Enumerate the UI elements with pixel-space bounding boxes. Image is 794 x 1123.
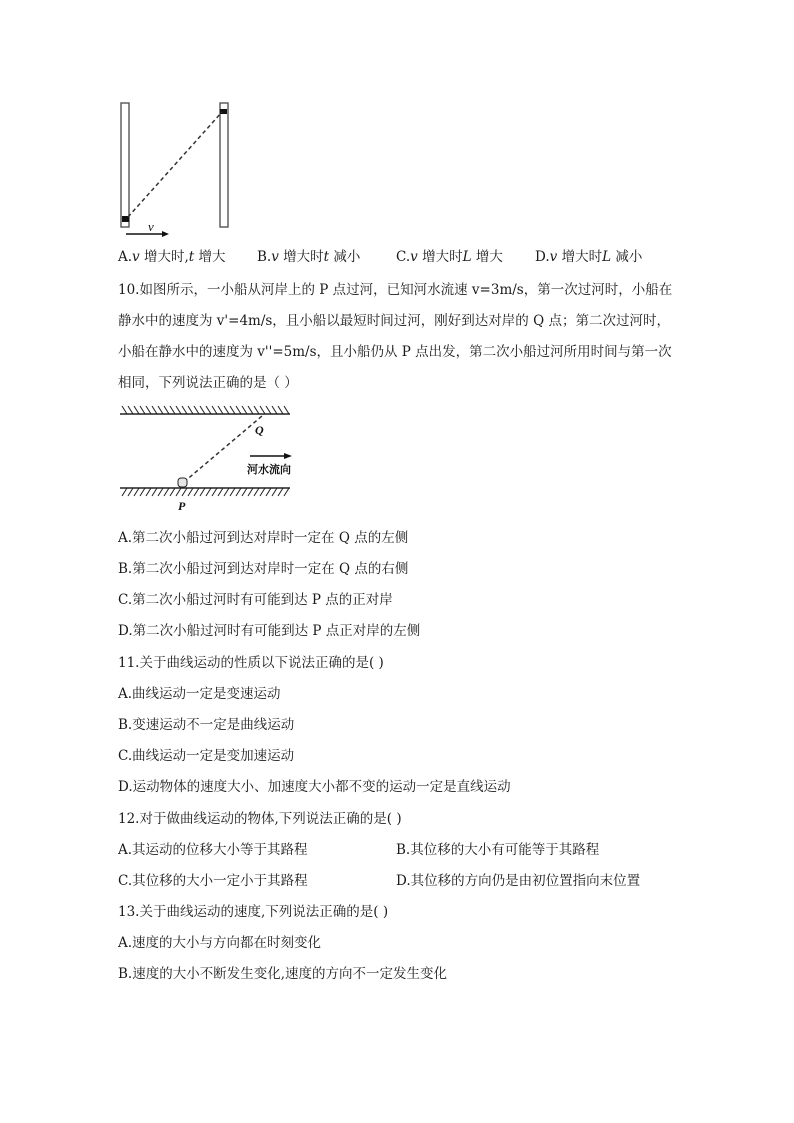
hatch-mark [140, 406, 145, 414]
option-letter: C. [396, 249, 411, 265]
hatch-mark [164, 406, 169, 414]
option-var: v [410, 249, 418, 265]
hatch-mark [152, 406, 157, 414]
option-text: 增大时 [422, 249, 463, 265]
q13-option-b: B.速度的大小不断发生变化,速度的方向不一定发生变化 [118, 966, 448, 982]
hatch-mark [248, 488, 253, 496]
end-marker [220, 109, 227, 114]
q9-option-a [118, 247, 226, 267]
hatch-mark [278, 488, 283, 496]
option-var: t [323, 249, 330, 265]
river-crossing-figure-2 [112, 402, 302, 517]
hatch-mark [236, 488, 241, 496]
hatch-mark [176, 406, 181, 414]
hatch-mark [212, 488, 217, 496]
hatch-mark [200, 406, 205, 414]
hatch-mark [158, 406, 163, 414]
hatch-mark [224, 406, 229, 414]
q9-option-b [257, 247, 360, 267]
q11-option-a: A.曲线运动一定是变速运动 [118, 686, 281, 702]
far-bank-hatching [122, 406, 289, 414]
q11-option-d: D.运动物体的速度大小、加速度大小都不变的运动一定是直线运动 [118, 779, 511, 795]
q11-option-b: B.变速运动不一定是曲线运动 [118, 717, 295, 733]
hatch-mark [140, 488, 145, 496]
q12-option-c: C.其位移的大小一定小于其路程 [118, 873, 308, 889]
hatch-mark [236, 406, 241, 414]
option-text: 增大时, [143, 249, 189, 265]
hatch-mark [248, 406, 253, 414]
q10-option-a: A.第二次小船过河到达对岸时一定在 Q 点的左侧 [118, 530, 409, 546]
hatch-mark [194, 488, 199, 496]
hatch-mark [206, 488, 211, 496]
q12-option-b: B.其位移的大小有可能等于其路程 [396, 842, 600, 858]
q10-option-c: C.第二次小船过河时有可能到达 P 点的正对岸 [118, 592, 393, 608]
near-bank-hatching [122, 488, 289, 496]
hatch-mark [254, 406, 259, 414]
hatch-mark [188, 406, 193, 414]
option-var: v [549, 249, 558, 265]
hatch-mark [134, 406, 139, 414]
hatch-mark [122, 406, 127, 414]
hatch-mark [278, 406, 283, 414]
right-bank-pillar [220, 103, 228, 227]
option-text: 增大时 [283, 249, 324, 265]
option-var: L [462, 249, 472, 265]
hatch-mark [242, 406, 247, 414]
option-text: 减小 [333, 249, 361, 265]
option-text: 增大 [475, 249, 503, 265]
option-letter: D. [535, 249, 550, 265]
hatch-mark [182, 406, 187, 414]
hatch-mark [224, 488, 229, 496]
velocity-label: v [148, 219, 154, 234]
hatch-mark [170, 406, 175, 414]
hatch-mark [284, 488, 289, 496]
hatch-mark [206, 406, 211, 414]
option-var: L [602, 249, 612, 265]
crossing-path-dashed [128, 112, 222, 217]
point-p-label: P [178, 499, 186, 513]
option-letter: B. [257, 249, 272, 265]
hatch-mark [230, 488, 235, 496]
q10-stem-line-3: 小船在静水中的速度为 v''=5m/s，且小船仍从 P 点出发，第二次小船过河所用时间与第一次 [118, 344, 672, 360]
q10-option-b: B.第二次小船过河到达对岸时一定在 Q 点的右侧 [118, 561, 409, 577]
point-q-label: Q [255, 423, 264, 437]
hatch-mark [146, 488, 151, 496]
q10-option-d: D.第二次小船过河时有可能到达 P 点正对岸的左侧 [118, 623, 421, 639]
hatch-mark [260, 406, 265, 414]
hatch-mark [158, 488, 163, 496]
option-var: v [132, 249, 140, 265]
hatch-mark [176, 488, 181, 496]
hatch-mark [218, 488, 223, 496]
boat-icon [178, 478, 187, 487]
hatch-mark [266, 488, 271, 496]
option-text: 增大 [198, 249, 226, 265]
hatch-mark [200, 488, 205, 496]
q9-option-d [535, 247, 642, 267]
hatch-mark [146, 406, 151, 414]
hatch-mark [194, 406, 199, 414]
q13-option-a: A.速度的大小与方向都在时刻变化 [118, 935, 322, 951]
q10-stem-line-4: 相同，下列说法正确的是（ ） [118, 375, 298, 391]
q11-option-c: C.曲线运动一定是变加速运动 [118, 748, 295, 764]
q10-stem-line-1: 10.如图所示，一小船从河岸上的 P 点过河，已知河水流速 v=3m/s，第一次过河时，小船在 [118, 282, 673, 298]
hatch-mark [284, 406, 289, 414]
hatch-mark [212, 406, 217, 414]
option-letter: A. [118, 249, 133, 265]
river-crossing-figure-1 [112, 100, 242, 238]
hatch-mark [272, 488, 277, 496]
option-var: t [188, 249, 195, 265]
q12-option-d: D.其位移的方向仍是由初位置指向末位置 [396, 873, 641, 889]
hatch-mark [266, 406, 271, 414]
hatch-mark [218, 406, 223, 414]
hatch-mark [182, 488, 187, 496]
hatch-mark [272, 406, 277, 414]
option-var: v [271, 249, 279, 265]
hatch-mark [230, 406, 235, 414]
hatch-mark [164, 488, 169, 496]
left-bank-pillar [121, 103, 129, 227]
hatch-mark [254, 488, 259, 496]
q12-option-a: A.其运动的位移大小等于其路程 [118, 842, 308, 858]
q11-stem: 11.关于曲线运动的性质以下说法正确的是( ) [118, 655, 384, 671]
hatch-mark [242, 488, 247, 496]
flow-direction-label: 河水流向 [247, 463, 291, 476]
option-text: 增大时 [561, 249, 603, 265]
flow-arrowhead [284, 453, 292, 459]
hatch-mark [128, 488, 133, 496]
hatch-mark [122, 488, 127, 496]
hatch-mark [188, 488, 193, 496]
hatch-mark [134, 488, 139, 496]
q10-stem-line-2: 静水中的速度为 v'=4m/s，且小船以最短时间过河，刚好到达对岸的 Q 点；第二次过河时， [118, 313, 670, 329]
velocity-arrowhead [162, 231, 169, 237]
hatch-mark [128, 406, 133, 414]
hatch-mark [152, 488, 157, 496]
hatch-mark [260, 488, 265, 496]
q12-stem: 12.对于做曲线运动的物体,下列说法正确的是( ) [118, 811, 402, 827]
option-text: 减小 [615, 249, 643, 265]
q9-option-c [396, 247, 503, 267]
q13-stem: 13.关于曲线运动的速度,下列说法正确的是( ) [118, 904, 389, 920]
hatch-mark [170, 488, 175, 496]
